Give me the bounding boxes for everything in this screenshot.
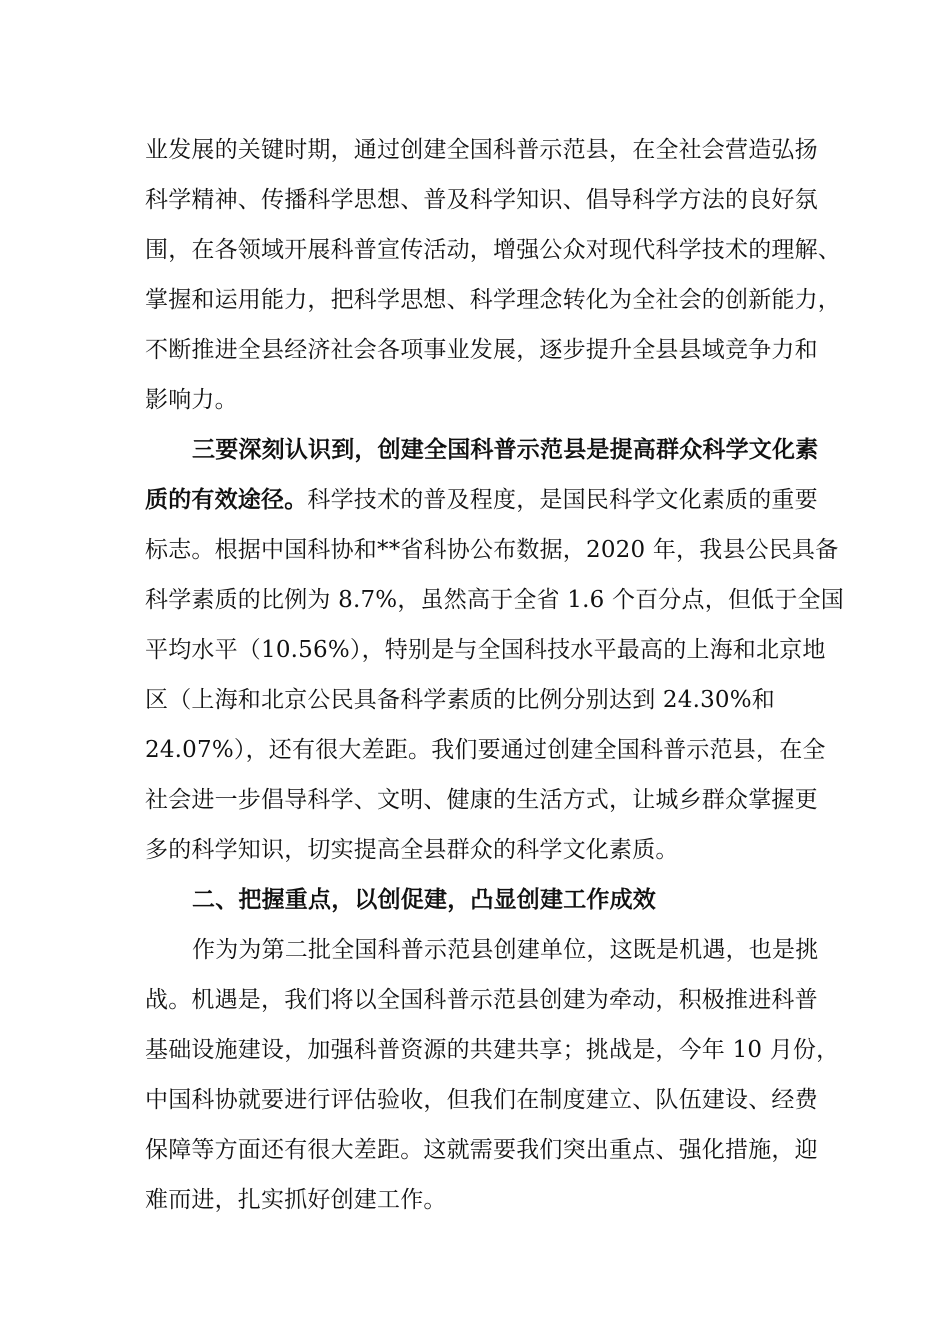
body-line: 难而进，扎实抓好创建工作。 — [145, 1187, 447, 1213]
bold-lead-text: 质的有效途径。 — [145, 486, 308, 513]
body-line: 科学精神、传播科学思想、普及科学知识、倡导科学方法的良好氛 — [145, 187, 818, 213]
body-line: 作为为第二批全国科普示范县创建单位，这既是机遇，也是挑 — [192, 937, 819, 963]
body-line: 基础设施建设，加强科普资源的共建共享；挑战是，今年 10 月份， — [145, 1037, 840, 1063]
body-line: 科学素质的比例为 8.7%，虽然高于全省 1.6 个百分点，但低于全国 — [145, 587, 844, 613]
bold-lead-line: 三要深刻认识到，创建全国科普示范县是提高群众科学文化素 — [192, 436, 819, 463]
body-text: 科学技术的普及程度，是国民科学文化素质的重要 — [307, 487, 818, 513]
body-line: 24.07%），还有很大差距。我们要通过创建全国科普示范县，在全 — [145, 737, 826, 763]
body-line: 不断推进全县经济社会各项事业发展，逐步提升全县县域竞争力和 — [145, 337, 818, 363]
body-line: 业发展的关键时期，通过创建全国科普示范县，在全社会营造弘扬 — [145, 137, 818, 163]
body-line: 保障等方面还有很大差距。这就需要我们突出重点、强化措施，迎 — [145, 1137, 818, 1163]
body-line: 战。机遇是，我们将以全国科普示范县创建为牵动，积极推进科普 — [145, 987, 818, 1013]
body-line — [145, 485, 818, 515]
body-line: 掌握和运用能力，把科学思想、科学理念转化为全社会的创新能力， — [145, 287, 841, 313]
body-line: 区（上海和北京公民具备科学素质的比例分别达到 24.30%和 — [145, 687, 776, 713]
body-line: 围，在各领域开展科普宣传活动，增强公众对现代科学技术的理解、 — [145, 237, 841, 263]
body-line: 中国科协就要进行评估验收，但我们在制度建立、队伍建设、经费 — [145, 1087, 818, 1113]
body-line: 影响力。 — [145, 387, 238, 413]
section-heading: 二、把握重点，以创促建，凸显创建工作成效 — [192, 886, 656, 913]
body-line: 多的科学知识，切实提高全县群众的科学文化素质。 — [145, 837, 679, 863]
body-line: 标志。根据中国科协和**省科协公布数据，2020 年，我县公民具备 — [145, 537, 839, 563]
body-line: 社会进一步倡导科学、文明、健康的生活方式，让城乡群众掌握更 — [145, 787, 818, 813]
body-line: 平均水平（10.56%），特别是与全国科技水平最高的上海和北京地 — [145, 637, 826, 663]
